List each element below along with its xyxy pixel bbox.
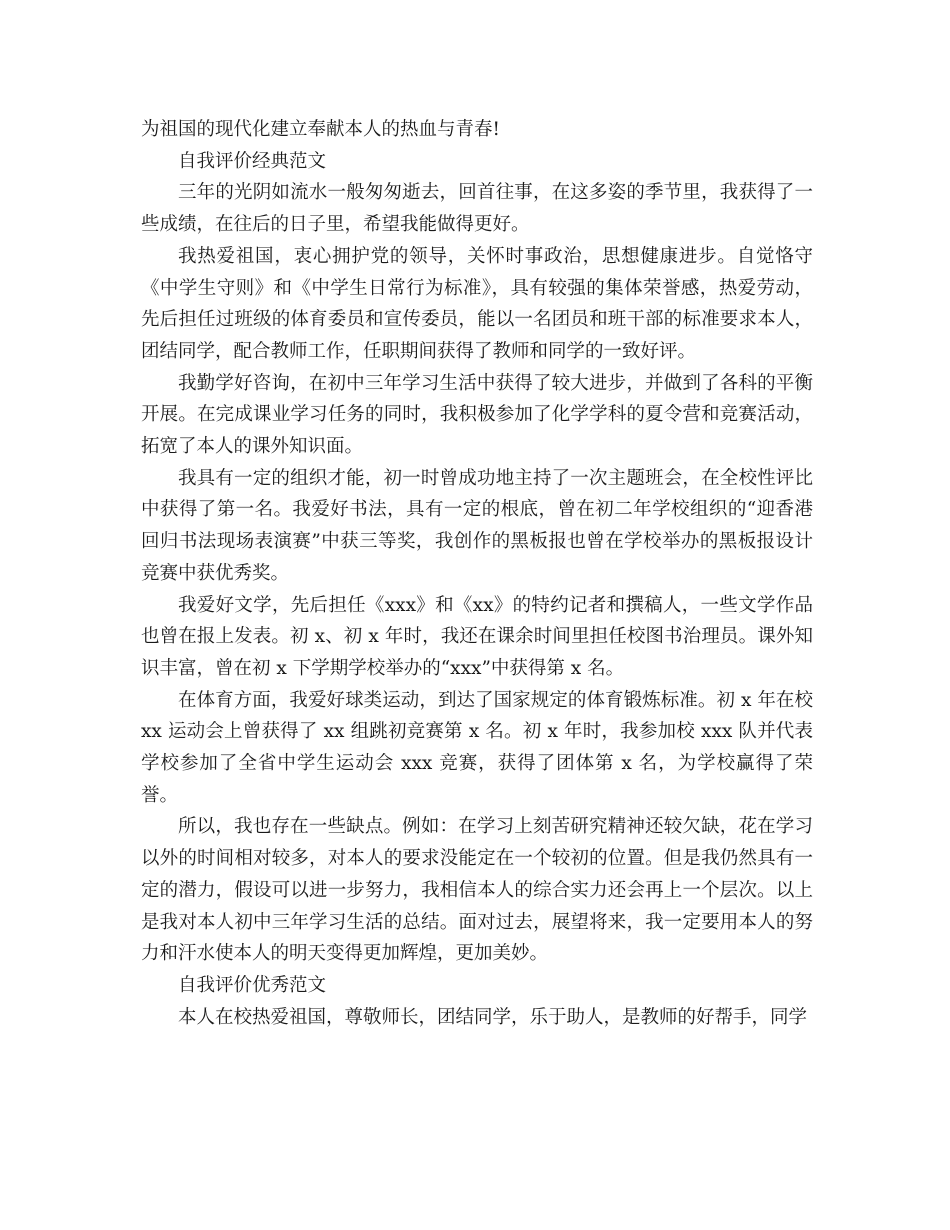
document-body (141, 114, 813, 1033)
paragraph: 我爱好文学，先后担任《xxx》和《xx》的特约记者和撰稿人，一些文学作品也曾在报上发表。初 x、初 x 年时，我还在课余时间里担任校图书治理员。课外知识丰富，曾在初 x 下学期学校举办的“xxx”中获得第 x 名。 (141, 594, 813, 679)
paragraph-continuation: 为祖国的现代化建立奉献本人的热血与青春! (141, 119, 500, 140)
paragraph: 在体育方面，我爱好球类运动，到达了国家规定的体育锻炼标准。初 x 年在校 xx 运动会上曾获得了 xx 组跳初竞赛第 x 名。初 x 年时，我参加校 xxx 队并代表学校参加了全省中学生运动会 xxx 竞赛，获得了团体第 x 名，为学校赢得了荣誉。 (141, 689, 813, 806)
paragraph: 我热爱祖国，衷心拥护党的领导，关怀时事政治，思想健康进步。自觉恪守《中学生守则》和《中学生日常行为标准》，具有较强的集体荣誉感，热爱劳动，先后担任过班级的体育委员和宣传委员，能以一名团员和班干部的标准要求本人，团结同学，配合教师工作，任职期间获得了教师和同学的一致好评。 (141, 245, 813, 362)
paragraph: 我勤学好咨询，在初中三年学习生活中获得了较大进步，并做到了各科的平衡开展。在完成课业学习任务的同时，我积极参加了化学学科的夏令营和竞赛活动，拓宽了本人的课外知识面。 (141, 372, 813, 458)
paragraph: 三年的光阴如流水一般匆匆逝去，回首往事，在这多姿的季节里，我获得了一些成绩，在往后的日子里，希望我能做得更好。 (141, 182, 813, 236)
paragraph: 本人在校热爱祖国，尊敬师长，团结同学，乐于助人，是教师的好帮手，同学 (178, 1006, 808, 1028)
paragraph: 我具有一定的组织才能，初一时曾成功地主持了一次主题班会，在全校性评比中获得了第一名。我爱好书法，具有一定的根底，曾在初二年学校组织的“迎香港回归书法现场表演赛”中获三等奖，我创作的黑板报也曾在学校举办的黑板报设计竞赛中获优秀奖。 (141, 467, 813, 584)
paragraph: 所以，我也存在一些缺点。例如：在学习上刻苦研究精神还较欠缺，花在学习以外的时间相对较多，对本人的要求没能定在一个较初的位置。但是我仍然具有一定的潜力，假设可以进一步努力，我相信本人的综合实力还会再上一个层次。以上是我对本人初中三年学习生活的总结。面对过去，展望将来，我一定要用本人的努力和汗水使本人的明天变得更加辉煌，更加美妙。 (141, 816, 813, 965)
section-heading-classic: 自我评价经典范文 (178, 150, 327, 172)
section-heading-excellent: 自我评价优秀范文 (178, 974, 327, 996)
